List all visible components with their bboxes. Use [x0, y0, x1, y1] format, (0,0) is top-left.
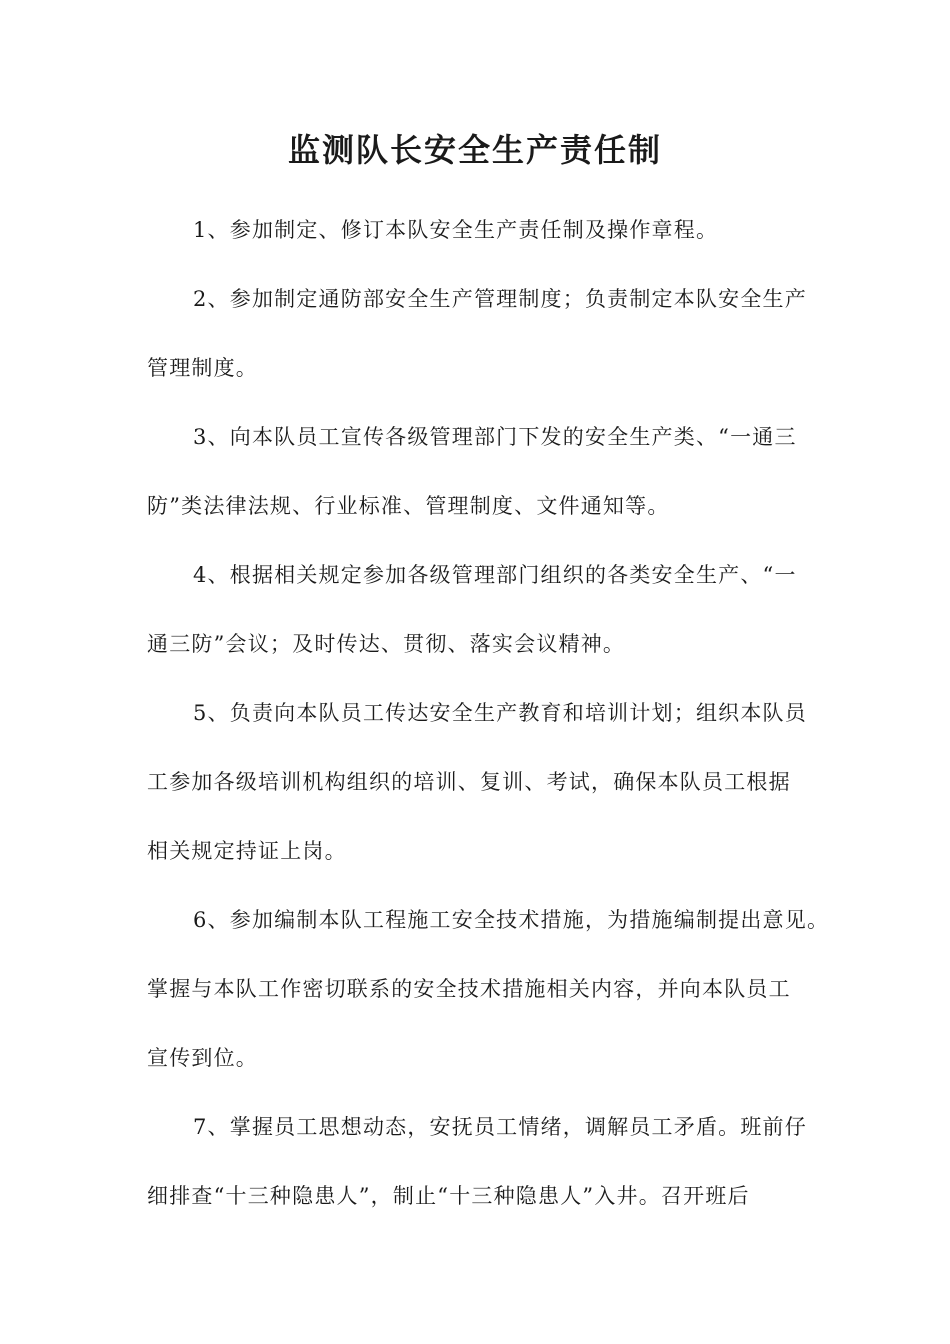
clause-4	[147, 541, 807, 679]
clause-line: 掌握与本队工作密切联系的安全技术措施相关内容，并向本队员工	[147, 977, 791, 1001]
clause-line: 宣传到位。	[147, 1046, 258, 1070]
clause-3	[147, 403, 807, 541]
clause-line: 防”类法律法规、行业标准、管理制度、文件通知等。	[147, 494, 670, 518]
clause-line: 工参加各级培训机构组织的培训、复训、考试，确保本队员工根据	[147, 770, 791, 794]
clause-line: 1、参加制定、修订本队安全生产责任制及操作章程。	[193, 218, 719, 242]
clause-2	[147, 265, 807, 403]
clause-line: 4、根据相关规定参加各级管理部门组织的各类安全生产、“一	[193, 563, 797, 587]
clause-line: 5、负责向本队员工传达安全生产教育和培训计划；组织本队员	[193, 701, 807, 725]
clause-line: 6、参加编制本队工程施工安全技术措施，为措施编制提出意见。	[193, 908, 830, 932]
clause-1	[147, 196, 807, 265]
clause-5	[147, 679, 807, 886]
clause-7	[147, 1093, 807, 1231]
clause-line: 相关规定持证上岗。	[147, 839, 347, 863]
clause-6	[147, 886, 830, 1093]
document-title: 监测队长安全生产责任制	[287, 131, 662, 169]
clause-line: 2、参加制定通防部安全生产管理制度；负责制定本队安全生产	[193, 287, 807, 311]
clause-line: 管理制度。	[147, 356, 258, 380]
clause-line: 7、掌握员工思想动态，安抚员工情绪，调解员工矛盾。班前仔	[193, 1115, 807, 1139]
document-body	[147, 196, 830, 1231]
clause-line: 通三防”会议；及时传达、贯彻、落实会议精神。	[147, 632, 626, 656]
clause-line: 3、向本队员工宣传各级管理部门下发的安全生产类、“一通三	[193, 425, 797, 449]
clause-line: 细排查“十三种隐患人”，制止“十三种隐患人”入井。召开班后	[147, 1184, 750, 1208]
